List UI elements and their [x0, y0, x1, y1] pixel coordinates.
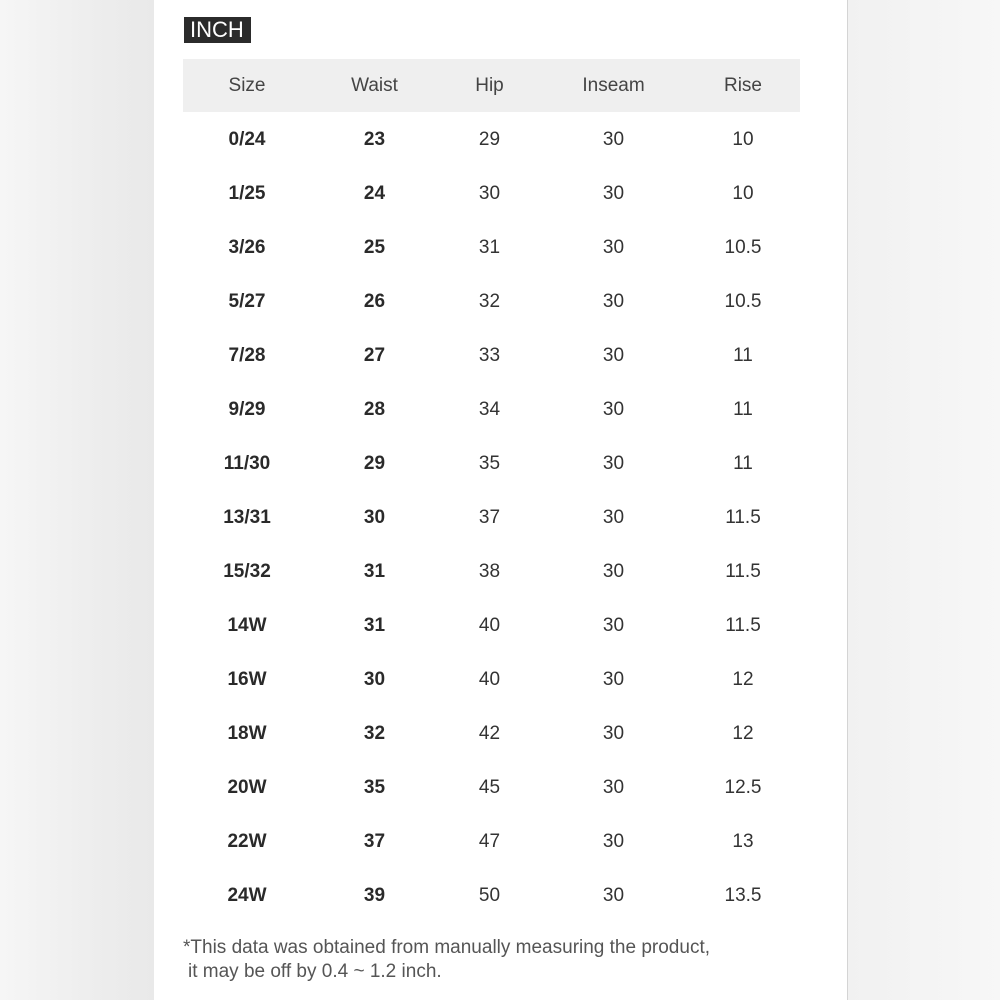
cell-hip: 45	[478, 777, 501, 798]
cell-size: 15/32	[223, 561, 271, 582]
cell-waist: 31	[363, 561, 386, 582]
cell-inseam: 30	[602, 507, 625, 528]
cell-size: 5/27	[228, 291, 266, 312]
cell-hip: 29	[478, 129, 501, 150]
cell-waist: 28	[363, 399, 386, 420]
cell-rise: 10	[732, 183, 754, 204]
cell-rise: 11	[733, 399, 753, 420]
table-row	[183, 868, 800, 922]
cell-inseam: 30	[602, 777, 625, 798]
cell-hip: 33	[478, 345, 501, 366]
cell-waist: 29	[363, 453, 386, 474]
cell-inseam: 30	[602, 831, 625, 852]
cell-hip: 40	[478, 615, 501, 636]
cell-inseam: 30	[602, 237, 625, 258]
cell-rise: 11	[733, 345, 753, 366]
note-line-2: it may be off by 0.4 ~ 1.2 inch.	[188, 961, 442, 982]
header-hip: Hip	[475, 74, 504, 96]
cell-inseam: 30	[602, 183, 625, 204]
table-row	[183, 490, 800, 544]
table-row	[183, 112, 800, 166]
table-row	[183, 166, 800, 220]
cell-rise: 12	[732, 669, 754, 690]
header-size: Size	[228, 74, 266, 96]
cell-waist: 23	[363, 129, 386, 150]
cell-size: 16W	[227, 669, 267, 690]
cell-hip: 40	[478, 669, 501, 690]
cell-inseam: 30	[602, 129, 625, 150]
cell-hip: 35	[478, 453, 501, 474]
cell-waist: 27	[363, 345, 386, 366]
cell-rise: 11	[733, 453, 753, 474]
cell-rise: 11.5	[725, 615, 761, 636]
cell-hip: 37	[478, 507, 501, 528]
cell-waist: 35	[363, 777, 386, 798]
cell-rise: 12	[732, 723, 754, 744]
cell-inseam: 30	[602, 723, 625, 744]
cell-waist: 25	[363, 237, 386, 258]
cell-hip: 42	[478, 723, 501, 744]
cell-size: 20W	[227, 777, 267, 798]
unit-badge: INCH	[184, 17, 251, 43]
cell-rise: 11.5	[725, 561, 761, 582]
cell-size: 22W	[227, 831, 267, 852]
size-table	[183, 59, 800, 922]
cell-rise: 13.5	[724, 885, 762, 906]
cell-size: 24W	[227, 885, 267, 906]
table-row	[183, 760, 800, 814]
cell-hip: 30	[478, 183, 501, 204]
cell-inseam: 30	[602, 561, 625, 582]
table-row	[183, 598, 800, 652]
cell-hip: 34	[478, 399, 501, 420]
header-waist: Waist	[351, 74, 398, 96]
cell-inseam: 30	[602, 669, 625, 690]
cell-rise: 10.5	[724, 291, 762, 312]
cell-size: 11/30	[223, 453, 271, 474]
header-rise: Rise	[723, 74, 762, 96]
cell-waist: 37	[363, 831, 386, 852]
cell-waist: 26	[363, 291, 386, 312]
table-row	[183, 706, 800, 760]
size-chart-card	[154, 0, 847, 1000]
cell-rise: 13	[732, 831, 754, 852]
cell-size: 0/24	[228, 129, 266, 150]
cell-hip: 47	[478, 831, 501, 852]
left-background	[0, 0, 154, 1000]
cell-size: 3/26	[228, 237, 266, 258]
cell-waist: 30	[363, 507, 386, 528]
cell-waist: 24	[363, 183, 386, 204]
cell-rise: 11.5	[725, 507, 761, 528]
cell-inseam: 30	[602, 291, 625, 312]
cell-size: 7/28	[228, 345, 266, 366]
cell-hip: 38	[478, 561, 501, 582]
cell-size: 1/25	[228, 183, 266, 204]
cell-size: 14W	[227, 615, 267, 636]
cell-size: 9/29	[228, 399, 266, 420]
table-row	[183, 436, 800, 490]
cell-waist: 32	[363, 723, 386, 744]
table-row	[183, 544, 800, 598]
header-inseam: Inseam	[582, 74, 645, 96]
table-row	[183, 220, 800, 274]
cell-hip: 31	[478, 237, 501, 258]
cell-waist: 30	[363, 669, 386, 690]
cell-inseam: 30	[602, 345, 625, 366]
table-header-row	[183, 59, 800, 112]
cell-size: 13/31	[223, 507, 271, 528]
cell-waist: 31	[363, 615, 386, 636]
cell-inseam: 30	[602, 453, 625, 474]
table-body	[183, 112, 800, 922]
cell-inseam: 30	[602, 885, 625, 906]
note-line-1: *This data was obtained from manually measuring the product,	[183, 937, 710, 958]
table-row	[183, 328, 800, 382]
table-row	[183, 274, 800, 328]
right-background	[847, 0, 1000, 1000]
cell-inseam: 30	[602, 399, 625, 420]
cell-rise: 10	[732, 129, 754, 150]
cell-size: 18W	[227, 723, 267, 744]
measurement-note	[183, 936, 803, 984]
cell-hip: 32	[478, 291, 501, 312]
table-row	[183, 652, 800, 706]
cell-rise: 10.5	[724, 237, 762, 258]
cell-hip: 50	[478, 885, 501, 906]
cell-rise: 12.5	[724, 777, 762, 798]
table-row	[183, 382, 800, 436]
cell-inseam: 30	[602, 615, 625, 636]
cell-waist: 39	[363, 885, 386, 906]
table-row	[183, 814, 800, 868]
